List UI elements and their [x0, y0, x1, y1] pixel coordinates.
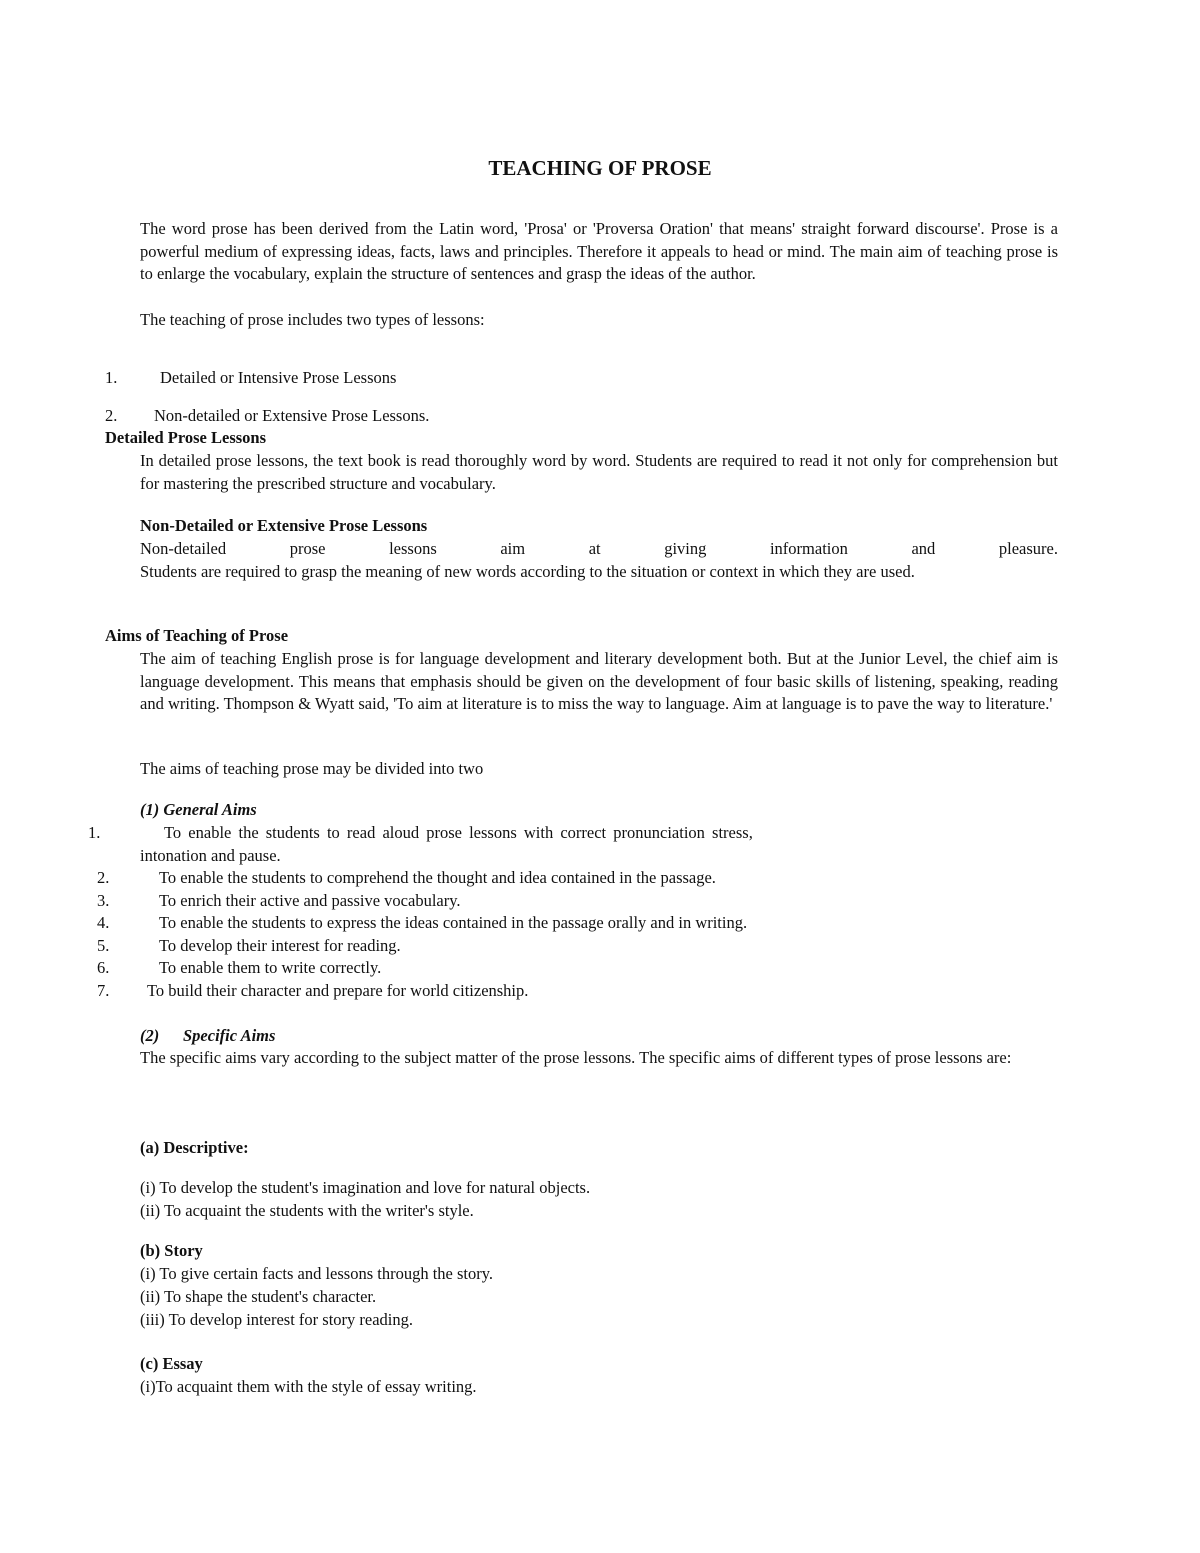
- general-aims-heading: (1) General Aims: [140, 800, 257, 819]
- essay-heading: (c) Essay: [140, 1354, 203, 1373]
- general-aim-4: To enable the students to express the ideas contained in the passage orally and in writing.: [159, 913, 748, 932]
- non-detailed-text: Students are required to grasp the meaning of new words according to the situation or context in which they are used.: [140, 562, 915, 581]
- general-aim-2: To enable the students to comprehend the thought and idea contained in the passage.: [159, 868, 716, 887]
- descriptive-heading: (a) Descriptive:: [140, 1138, 249, 1157]
- general-aim-number-6: 6.: [97, 958, 110, 977]
- detailed-text: In detailed prose lessons, the text book is read thoroughly word by word. Students are required to read it not only for comprehension but for mastering the prescribed structure and vocabulary.: [140, 451, 1058, 493]
- story-item-3: (iii) To develop interest for story reading.: [140, 1310, 414, 1329]
- general-aim-1-line1: To enable the students to read aloud prose lessons with correct pronunciation stress,: [164, 823, 753, 842]
- general-aim-7: To build their character and prepare for world citizenship.: [147, 981, 529, 1000]
- specific-aims-text: The specific aims vary according to the subject matter of the prose lessons. The specific aims of different types of prose lessons are:: [140, 1048, 1012, 1067]
- lesson-types-intro: The teaching of prose includes two types of lessons:: [140, 310, 485, 329]
- general-aim-1-line2: intonation and pause.: [140, 846, 281, 865]
- story-item-1: (i) To give certain facts and lessons through the story.: [140, 1264, 494, 1283]
- page-title: TEACHING OF PROSE: [488, 156, 712, 180]
- intro-paragraph: The word prose has been derived from the Latin word, 'Prosa' or 'Proversa Oration' that means' straight forward discourse'. Prose is a powerful medium of expressing ideas, facts, laws and principles. Therefore it appeals to head or mind. The main aim of teaching prose is to enlarge the vocabulary, explain the structure of sentences and grasp the ideas of the author.: [140, 219, 1058, 283]
- aims-heading: Aims of Teaching of Prose: [105, 626, 289, 645]
- non-detailed-line1: Non-detailed prose lessons aim at giving information and pleasure.: [140, 539, 1058, 558]
- aims-text: The aim of teaching English prose is for language development and literary development both. But at the Junior Level, the chief aim is language development. This means that emphasis should be given on the development of four basic skills of listening, speaking, reading and writing. Thompson & Wyatt said, 'To aim at literature is to miss the way to language. Aim at language is to pave the way to literature.': [140, 649, 1058, 713]
- essay-item-1: (i)To acquaint them with the style of essay writing.: [140, 1377, 477, 1396]
- general-aim-6: To enable them to write correctly.: [159, 958, 382, 977]
- general-aim-5: To develop their interest for reading.: [159, 936, 401, 955]
- descriptive-item-2: (ii) To acquaint the students with the writer's style.: [140, 1201, 474, 1220]
- non-detailed-heading: Non-Detailed or Extensive Prose Lessons: [140, 516, 428, 535]
- general-aim-number-4: 4.: [97, 913, 110, 932]
- general-aim-number-5: 5.: [97, 936, 110, 955]
- story-item-2: (ii) To shape the student's character.: [140, 1287, 377, 1306]
- descriptive-item-1: (i) To develop the student's imagination and love for natural objects.: [140, 1178, 591, 1197]
- general-aim-number-2: 2.: [97, 868, 110, 887]
- specific-aims-number: (2): [140, 1026, 160, 1045]
- lesson-type-2: Non-detailed or Extensive Prose Lessons.: [154, 406, 430, 425]
- lesson-type-number-2: 2.: [105, 406, 118, 425]
- aims-divided: The aims of teaching prose may be divided into two: [140, 759, 484, 778]
- general-aim-number-1: 1.: [88, 823, 101, 842]
- detailed-heading: Detailed Prose Lessons: [105, 428, 267, 447]
- general-aim-number-3: 3.: [97, 891, 110, 910]
- general-aim-number-7: 7.: [97, 981, 110, 1000]
- lesson-type-1: Detailed or Intensive Prose Lessons: [160, 368, 397, 387]
- lesson-type-number-1: 1.: [105, 368, 118, 387]
- general-aim-3: To enrich their active and passive vocabulary.: [159, 891, 461, 910]
- specific-aims-heading: Specific Aims: [183, 1026, 276, 1045]
- story-heading: (b) Story: [140, 1241, 203, 1260]
